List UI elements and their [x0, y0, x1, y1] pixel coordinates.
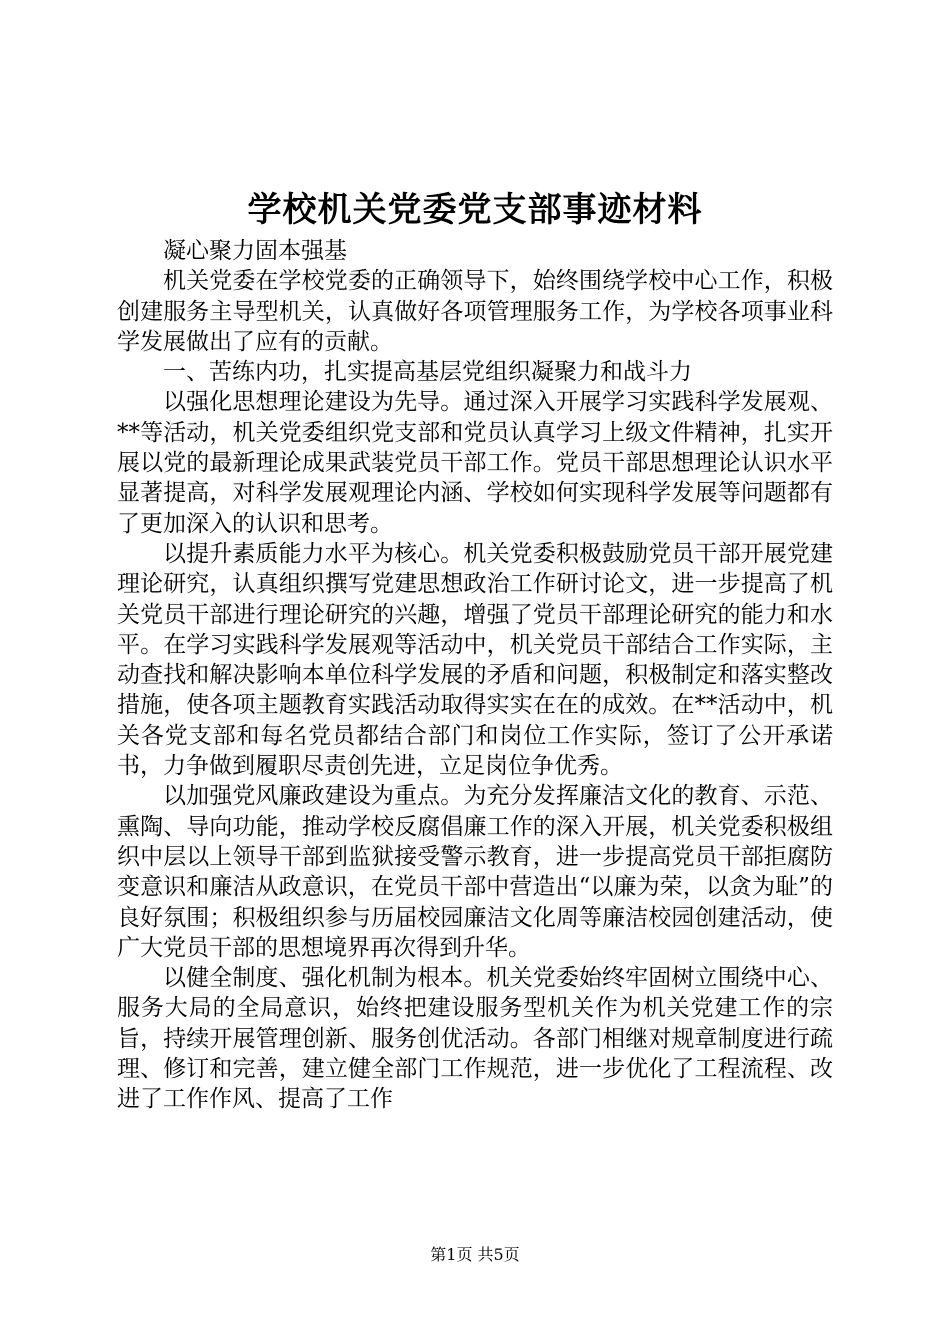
paragraph-theory: 以强化思想理论建设为先导。通过深入开展学习实践科学发展观、**等活动，机关党委组织党支部和党员认真学习上级文件精神，扎实开展以党的最新理论成果武装党员干部工作。党员干部思想理论认识水平显著提高，对科学发展观理论内涵、学校如何实现科学发展等问题都有了更加深入的认识和思考。 [117, 389, 833, 537]
paragraph-system: 以健全制度、强化机制为根本。机关党委始终牢固树立围绕中心、服务大局的全局意识，始终把建设服务型机关作为机关党建工作的宗旨，持续开展管理创新、服务创优活动。各部门相继对规章制度进行疏理、修订和完善，建立健全部门工作规范，进一步优化了工程流程、改进了工作作风、提高了工作 [117, 965, 833, 1113]
paragraph-ability: 以提升素质能力水平为核心。机关党委积极鼓励党员干部开展党建理论研究，认真组织撰写党建思想政治工作研讨论文，进一步提高了机关党员干部进行理论研究的兴趣，增强了党员干部理论研究的能力和水平。在学习实践科学发展观等活动中，机关党员干部结合工作实际，主动查找和解决影响本单位科学发展的矛盾和问题，积极制定和落实整改措施，使各项主题教育实践活动取得实实在在的成效。在**活动中，机关各党支部和每名党员都结合部门和岗位工作实际，签订了公开承诺书，力争做到履职尽责创先进，立足岗位争优秀。 [117, 540, 833, 780]
document-title: 学校机关党委党支部事迹材料 [247, 190, 703, 230]
paragraph-integrity: 以加强党风廉政建设为重点。为充分发挥廉洁文化的教育、示范、熏陶、导向功能，推动学校反腐倡廉工作的深入开展，机关党委积极组织中层以上领导干部到监狱接受警示教育，进一步提高党员干部拒腐防变意识和廉洁从政意识，在党员干部中营造出“以廉为荣，以贪为耻”的良好氛围；积极组织参与历届校园廉洁文化周等廉洁校园创建活动，使广大党员干部的思想境界再次得到升华。 [117, 783, 833, 961]
paragraph-subtitle: 凝心聚力固本强基 [163, 238, 347, 264]
document-body [117, 236, 833, 1115]
page-number-footer: 第1页 共5页 [430, 1245, 520, 1264]
section-heading-1: 一、苦练内功，扎实提高基层党组织凝聚力和战斗力 [163, 359, 692, 386]
paragraph-intro: 机关党委在学校党委的正确领导下，始终围绕学校中心工作，积极创建服务主导型机关，认真做好各项管理服务工作，为学校各项事业科学发展做出了应有的贡献。 [117, 268, 833, 355]
